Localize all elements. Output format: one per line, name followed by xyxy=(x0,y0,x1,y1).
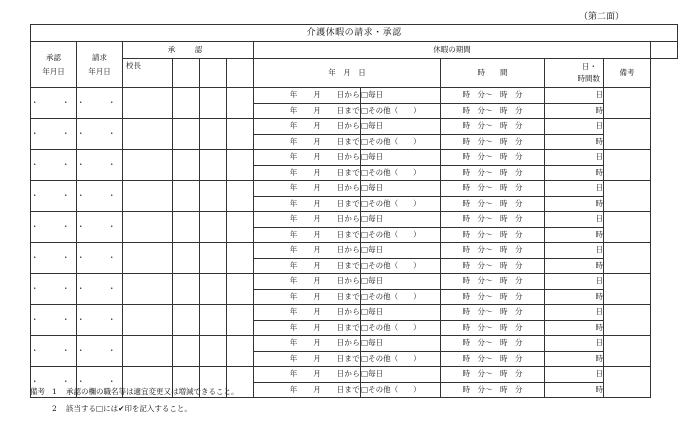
approve-group-header: 承 認 xyxy=(123,42,254,59)
leave-until-date[interactable]: 年 月 日まで xyxy=(254,320,361,336)
leave-entry-row xyxy=(31,305,678,321)
request-date-cell[interactable]: ・ ・ xyxy=(77,243,123,274)
days-count-cell[interactable]: 日 xyxy=(545,150,604,166)
leave-until-date[interactable]: 年 月 日まで xyxy=(254,382,361,398)
leave-time-range[interactable]: 時 分～ 時 分 xyxy=(441,103,545,119)
request-date-header xyxy=(77,42,123,88)
principal-seal-cell[interactable] xyxy=(123,119,173,150)
remarks-cell[interactable] xyxy=(604,181,651,212)
other-checkbox[interactable]: □その他（ ） xyxy=(361,134,441,150)
request-date-cell[interactable]: ・ ・ xyxy=(77,305,123,336)
leave-from-date[interactable]: 年 月 日から xyxy=(254,212,361,228)
remarks-cell[interactable] xyxy=(604,367,651,398)
principal-seal-cell[interactable] xyxy=(123,88,173,119)
leave-time-range[interactable]: 時 分～ 時 分 xyxy=(441,134,545,150)
days-header-line2: 時間数 xyxy=(577,74,600,83)
approver-seal-cell[interactable] xyxy=(200,243,227,274)
leave-time-range[interactable]: 時 分～ 時 分 xyxy=(441,227,545,243)
days-count-cell[interactable]: 日 xyxy=(545,181,604,197)
approver-slot-2 xyxy=(200,59,227,88)
principal-seal-cell[interactable] xyxy=(123,274,173,305)
approver-seal-cell[interactable] xyxy=(227,305,254,336)
leave-time-range[interactable]: 時 分～ 時 分 xyxy=(441,88,545,104)
other-checkbox[interactable]: □その他（ ） xyxy=(361,165,441,181)
other-checkbox[interactable]: □その他（ ） xyxy=(361,320,441,336)
every-day-checkbox[interactable]: □毎日 xyxy=(361,243,441,259)
approver-seal-cell[interactable] xyxy=(227,212,254,243)
leave-until-date[interactable]: 年 月 日まで xyxy=(254,134,361,150)
leave-time-range[interactable]: 時 分～ 時 分 xyxy=(441,367,545,383)
days-count-cell[interactable]: 日 xyxy=(545,305,604,321)
notes xyxy=(30,383,239,417)
request-date-cell[interactable]: ・ ・ xyxy=(77,88,123,119)
note-number: 2 xyxy=(52,404,57,413)
remarks-cell[interactable] xyxy=(604,119,651,150)
leave-from-date[interactable]: 年 月 日から xyxy=(254,367,361,383)
request-date-cell[interactable]: ・ ・ xyxy=(77,119,123,150)
approver-seal-cell[interactable] xyxy=(173,150,200,181)
leave-from-date[interactable]: 年 月 日から xyxy=(254,243,361,259)
hours-count-cell[interactable]: 時 xyxy=(545,382,604,398)
days-header xyxy=(545,59,604,88)
ymd-header: 年 月 日 xyxy=(254,59,441,88)
every-day-checkbox[interactable]: □毎日 xyxy=(361,274,441,290)
approval-date-cell[interactable]: ・ ・ xyxy=(31,150,77,181)
form-title: 介護休暇の請求・承認 xyxy=(31,25,678,42)
hours-count-cell[interactable]: 時 xyxy=(545,103,604,119)
approver-seal-cell[interactable] xyxy=(200,305,227,336)
days-count-cell[interactable]: 日 xyxy=(545,336,604,352)
other-checkbox[interactable]: □その他（ ） xyxy=(361,351,441,367)
days-count-cell[interactable]: 日 xyxy=(545,119,604,135)
remarks-cell[interactable] xyxy=(604,305,651,336)
leave-time-range[interactable]: 時 分～ 時 分 xyxy=(441,320,545,336)
days-count-cell[interactable]: 日 xyxy=(545,88,604,104)
approver-seal-cell[interactable] xyxy=(227,181,254,212)
leave-time-range[interactable]: 時 分～ 時 分 xyxy=(441,119,545,135)
principal-seal-cell[interactable] xyxy=(123,243,173,274)
remarks-cell[interactable] xyxy=(604,88,651,119)
request-date-cell[interactable]: ・ ・ xyxy=(77,150,123,181)
approval-date-cell[interactable]: ・ ・ xyxy=(31,367,77,398)
approval-date-cell[interactable]: ・ ・ xyxy=(31,305,77,336)
days-count-cell[interactable]: 日 xyxy=(545,274,604,290)
every-day-checkbox[interactable]: □毎日 xyxy=(361,212,441,228)
approver-seal-cell[interactable] xyxy=(200,212,227,243)
leave-entry-row xyxy=(31,150,678,166)
leave-entry-row xyxy=(31,336,678,352)
leave-time-range[interactable]: 時 分～ 時 分 xyxy=(441,196,545,212)
leave-time-range[interactable]: 時 分～ 時 分 xyxy=(441,382,545,398)
principal-seal-cell[interactable] xyxy=(123,212,173,243)
approval-date-cell[interactable]: ・ ・ xyxy=(31,119,77,150)
approval-date-header xyxy=(31,42,77,88)
remarks-cell[interactable] xyxy=(604,243,651,274)
request-date-cell[interactable]: ・ ・ xyxy=(77,212,123,243)
request-date-cell[interactable]: ・ ・ xyxy=(77,336,123,367)
leave-from-date[interactable]: 年 月 日から xyxy=(254,336,361,352)
approval-header-line2: 年月日 xyxy=(42,66,65,76)
approver-seal-cell[interactable] xyxy=(200,274,227,305)
leave-entry-row xyxy=(31,119,678,135)
approval-header-line1: 承認 xyxy=(46,52,61,62)
hours-count-cell[interactable]: 時 xyxy=(545,134,604,150)
leave-from-date[interactable]: 年 月 日から xyxy=(254,274,361,290)
hours-count-cell[interactable]: 時 xyxy=(545,227,604,243)
approver-seal-cell[interactable] xyxy=(227,243,254,274)
approval-date-cell[interactable]: ・ ・ xyxy=(31,243,77,274)
note-text: 該当する□には✔印を記入すること。 xyxy=(66,404,192,413)
leave-time-range[interactable]: 時 分～ 時 分 xyxy=(441,336,545,352)
approver-seal-cell[interactable] xyxy=(227,336,254,367)
remarks-header: 備考 xyxy=(604,59,651,88)
days-count-cell[interactable]: 日 xyxy=(545,367,604,383)
note-item xyxy=(30,383,239,400)
approver-seal-cell[interactable] xyxy=(173,181,200,212)
request-date-cell[interactable]: ・ ・ xyxy=(77,181,123,212)
days-header-line1: 日・ xyxy=(582,62,597,71)
other-checkbox[interactable]: □その他（ ） xyxy=(361,103,441,119)
remarks-cell[interactable] xyxy=(604,150,651,181)
leave-from-date[interactable]: 年 月 日から xyxy=(254,181,361,197)
leave-from-date[interactable]: 年 月 日から xyxy=(254,305,361,321)
leave-time-range[interactable]: 時 分～ 時 分 xyxy=(441,289,545,305)
every-day-checkbox[interactable]: □毎日 xyxy=(361,305,441,321)
request-header-line1: 請求 xyxy=(92,52,107,62)
request-header-line2: 年月日 xyxy=(88,66,111,76)
other-checkbox[interactable]: □その他（ ） xyxy=(361,258,441,274)
leave-entry-row xyxy=(31,212,678,228)
leave-until-date[interactable]: 年 月 日まで xyxy=(254,103,361,119)
approver-slot-3 xyxy=(227,59,254,88)
approver-seal-cell[interactable] xyxy=(173,305,200,336)
approver-seal-cell[interactable] xyxy=(227,88,254,119)
note-number: 1 xyxy=(52,387,57,396)
principal-seal-cell[interactable] xyxy=(123,336,173,367)
leave-time-range[interactable]: 時 分～ 時 分 xyxy=(441,243,545,259)
leave-until-date[interactable]: 年 月 日まで xyxy=(254,165,361,181)
other-checkbox[interactable]: □その他（ ） xyxy=(361,196,441,212)
leave-time-range[interactable]: 時 分～ 時 分 xyxy=(441,212,545,228)
leave-time-range[interactable]: 時 分～ 時 分 xyxy=(441,351,545,367)
leave-time-range[interactable]: 時 分～ 時 分 xyxy=(441,181,545,197)
notes-label: 備考 xyxy=(30,387,45,396)
leave-until-date[interactable]: 年 月 日まで xyxy=(254,227,361,243)
leave-time-range[interactable]: 時 分～ 時 分 xyxy=(441,305,545,321)
every-day-checkbox[interactable]: □毎日 xyxy=(361,336,441,352)
hours-count-cell[interactable]: 時 xyxy=(545,258,604,274)
leave-until-date[interactable]: 年 月 日まで xyxy=(254,196,361,212)
leave-from-date[interactable]: 年 月 日から xyxy=(254,119,361,135)
principal-seal-cell[interactable] xyxy=(123,150,173,181)
leave-from-date[interactable]: 年 月 日から xyxy=(254,88,361,104)
other-checkbox[interactable]: □その他（ ） xyxy=(361,289,441,305)
leave-from-date[interactable]: 年 月 日から xyxy=(254,150,361,166)
approver-seal-cell[interactable] xyxy=(200,181,227,212)
leave-time-range[interactable]: 時 分～ 時 分 xyxy=(441,258,545,274)
every-day-checkbox[interactable]: □毎日 xyxy=(361,150,441,166)
other-checkbox[interactable]: □その他（ ） xyxy=(361,382,441,398)
leave-time-range[interactable]: 時 分～ 時 分 xyxy=(441,274,545,290)
remarks-cell[interactable] xyxy=(604,212,651,243)
leave-form-table xyxy=(30,24,678,398)
leave-period-header: 休暇の期間 xyxy=(254,42,651,59)
other-checkbox[interactable]: □その他（ ） xyxy=(361,227,441,243)
leave-until-date[interactable]: 年 月 日まで xyxy=(254,258,361,274)
hours-count-cell[interactable]: 時 xyxy=(545,351,604,367)
days-count-cell[interactable]: 日 xyxy=(545,212,604,228)
leave-until-date[interactable]: 年 月 日まで xyxy=(254,351,361,367)
hours-count-cell[interactable]: 時 xyxy=(545,289,604,305)
approver-seal-cell[interactable] xyxy=(200,150,227,181)
approver-seal-cell[interactable] xyxy=(227,119,254,150)
every-day-checkbox[interactable]: □毎日 xyxy=(361,88,441,104)
hours-count-cell[interactable]: 時 xyxy=(545,196,604,212)
approver-slot-1 xyxy=(173,59,200,88)
remarks-cell[interactable] xyxy=(604,336,651,367)
time-header: 時 間 xyxy=(441,59,545,88)
approval-date-cell[interactable]: ・ ・ xyxy=(31,88,77,119)
approver-seal-cell[interactable] xyxy=(173,274,200,305)
every-day-checkbox[interactable]: □毎日 xyxy=(361,367,441,383)
approval-date-cell[interactable]: ・ ・ xyxy=(31,336,77,367)
leave-entry-row xyxy=(31,181,678,197)
approver-seal-cell[interactable] xyxy=(173,88,200,119)
hours-count-cell[interactable]: 時 xyxy=(545,165,604,181)
note-item xyxy=(30,400,239,417)
approver-seal-cell[interactable] xyxy=(227,274,254,305)
every-day-checkbox[interactable]: □毎日 xyxy=(361,119,441,135)
approver-seal-cell[interactable] xyxy=(173,243,200,274)
hours-count-cell[interactable]: 時 xyxy=(545,320,604,336)
approver-seal-cell[interactable] xyxy=(200,88,227,119)
remarks-cell[interactable] xyxy=(604,274,651,305)
request-date-cell[interactable]: ・ ・ xyxy=(77,274,123,305)
leave-time-range[interactable]: 時 分～ 時 分 xyxy=(441,165,545,181)
principal-seal-cell[interactable] xyxy=(123,305,173,336)
every-day-checkbox[interactable]: □毎日 xyxy=(361,181,441,197)
approver-seal-cell[interactable] xyxy=(200,119,227,150)
leave-entry-row xyxy=(31,274,678,290)
leave-until-date[interactable]: 年 月 日まで xyxy=(254,289,361,305)
principal-seal-cell[interactable] xyxy=(123,181,173,212)
approver-seal-cell[interactable] xyxy=(173,119,200,150)
principal-header: 校長 xyxy=(123,59,173,88)
leave-entry-row xyxy=(31,367,678,383)
approver-seal-cell[interactable] xyxy=(227,150,254,181)
leave-entry-row xyxy=(31,88,678,104)
page-label: （第二面） xyxy=(578,12,624,22)
approver-seal-cell[interactable] xyxy=(173,212,200,243)
days-count-cell[interactable]: 日 xyxy=(545,243,604,259)
approval-date-cell[interactable]: ・ ・ xyxy=(31,181,77,212)
request-date-cell[interactable]: ・ ・ xyxy=(77,367,123,398)
approver-seal-cell[interactable] xyxy=(173,336,200,367)
remarks-header-top xyxy=(651,42,678,59)
approval-date-cell[interactable]: ・ ・ xyxy=(31,212,77,243)
approval-date-cell[interactable]: ・ ・ xyxy=(31,274,77,305)
leave-entry-row xyxy=(31,243,678,259)
leave-time-range[interactable]: 時 分～ 時 分 xyxy=(441,150,545,166)
approver-seal-cell[interactable] xyxy=(200,336,227,367)
note-text: 承認の欄の職名等は適宜変更又は増減できること。 xyxy=(66,387,239,396)
